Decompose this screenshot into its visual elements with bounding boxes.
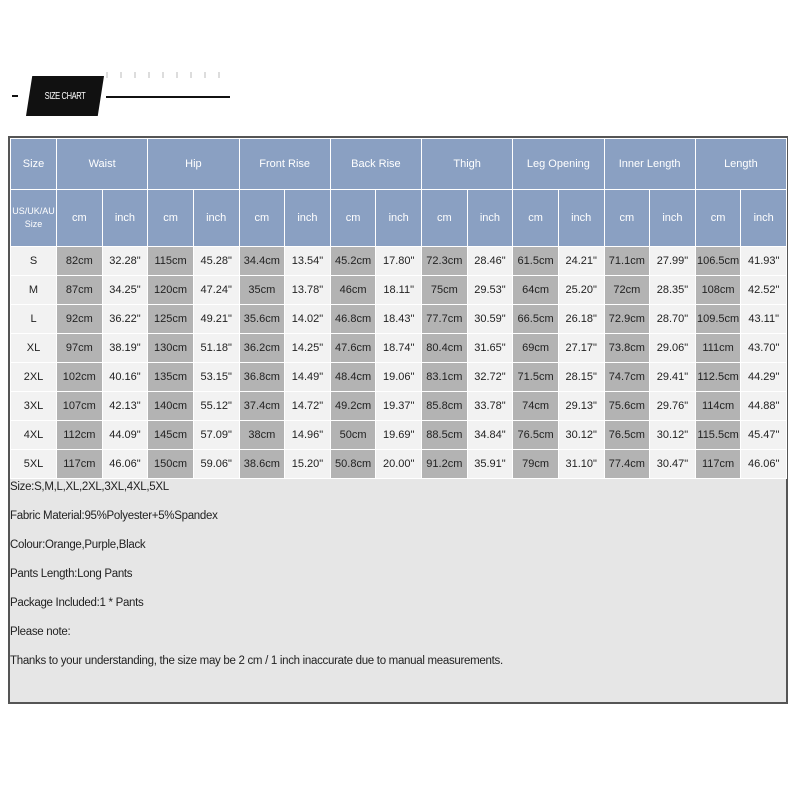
inch-value-cell: 55.12"	[193, 392, 239, 421]
cm-value-cell: 36.2cm	[239, 334, 285, 363]
note-line: Size:S,M,L,XL,2XL,3XL,4XL,5XL	[10, 481, 169, 493]
banner-dash	[12, 95, 18, 97]
cm-value-cell: 64cm	[513, 276, 559, 305]
cm-value-cell: 112cm	[57, 421, 103, 450]
size-cell: 3XL	[11, 392, 57, 421]
inch-value-cell: 35.91"	[467, 450, 513, 479]
inch-value-cell: 34.84"	[467, 421, 513, 450]
cm-value-cell: 77.4cm	[604, 450, 650, 479]
cm-value-cell: 108cm	[695, 276, 741, 305]
inch-value-cell: 19.69"	[376, 421, 422, 450]
inch-value-cell: 18.74"	[376, 334, 422, 363]
cm-value-cell: 45.2cm	[330, 247, 376, 276]
cm-value-cell: 117cm	[57, 450, 103, 479]
cm-value-cell: 91.2cm	[422, 450, 468, 479]
unit-header-cm: cm	[422, 190, 468, 247]
inch-value-cell: 43.11"	[741, 305, 787, 334]
cm-value-cell: 115.5cm	[695, 421, 741, 450]
unit-header-cm: cm	[57, 190, 103, 247]
inch-value-cell: 29.41"	[650, 363, 696, 392]
table-row	[11, 305, 787, 334]
size-chart-body	[11, 247, 787, 479]
table-row	[11, 334, 787, 363]
cm-value-cell: 79cm	[513, 450, 559, 479]
cm-value-cell: 92cm	[57, 305, 103, 334]
size-cell: 5XL	[11, 450, 57, 479]
unit-header-cm: cm	[239, 190, 285, 247]
inch-value-cell: 36.22"	[102, 305, 148, 334]
cm-value-cell: 75cm	[422, 276, 468, 305]
cm-value-cell: 85.8cm	[422, 392, 468, 421]
inch-value-cell: 19.06"	[376, 363, 422, 392]
cm-value-cell: 82cm	[57, 247, 103, 276]
size-chart-frame	[8, 136, 788, 704]
inch-value-cell: 32.28"	[102, 247, 148, 276]
cm-value-cell: 38.6cm	[239, 450, 285, 479]
unit-header-inch: inch	[467, 190, 513, 247]
cm-value-cell: 72cm	[604, 276, 650, 305]
inch-value-cell: 28.35"	[650, 276, 696, 305]
inch-value-cell: 13.54"	[285, 247, 331, 276]
inch-value-cell: 13.78"	[285, 276, 331, 305]
note-line: Colour:Orange,Purple,Black	[10, 539, 146, 551]
unit-header-cm: cm	[604, 190, 650, 247]
cm-value-cell: 76.5cm	[604, 421, 650, 450]
cm-value-cell: 71.1cm	[604, 247, 650, 276]
inch-value-cell: 44.88"	[741, 392, 787, 421]
column-header-length: Length	[695, 139, 786, 190]
cm-value-cell: 97cm	[57, 334, 103, 363]
size-region-label: US/UK/AU	[12, 206, 55, 216]
cm-value-cell: 47.6cm	[330, 334, 376, 363]
column-header-waist: Waist	[57, 139, 148, 190]
cm-value-cell: 71.5cm	[513, 363, 559, 392]
cm-value-cell: 130cm	[148, 334, 194, 363]
banner-rule	[106, 96, 230, 98]
cm-value-cell: 49.2cm	[330, 392, 376, 421]
note-line: Thanks to your understanding, the size may be 2 cm / 1 inch inaccurate due to manual measurements.	[10, 655, 503, 667]
unit-header-inch: inch	[285, 190, 331, 247]
cm-value-cell: 72.3cm	[422, 247, 468, 276]
inch-value-cell: 30.12"	[558, 421, 604, 450]
cm-value-cell: 106.5cm	[695, 247, 741, 276]
banner-dots	[106, 72, 230, 78]
inch-value-cell: 46.06"	[102, 450, 148, 479]
inch-value-cell: 30.12"	[650, 421, 696, 450]
cm-value-cell: 72.9cm	[604, 305, 650, 334]
cm-value-cell: 83.1cm	[422, 363, 468, 392]
column-header-front-rise: Front Rise	[239, 139, 330, 190]
table-row	[11, 276, 787, 305]
note-line: Package Included:1 * Pants	[10, 597, 144, 609]
size-cell: S	[11, 247, 57, 276]
inch-value-cell: 59.06"	[193, 450, 239, 479]
inch-value-cell: 26.18"	[558, 305, 604, 334]
cm-value-cell: 77.7cm	[422, 305, 468, 334]
inch-value-cell: 42.52"	[741, 276, 787, 305]
cm-value-cell: 88.5cm	[422, 421, 468, 450]
inch-value-cell: 29.06"	[650, 334, 696, 363]
size-cell: 4XL	[11, 421, 57, 450]
cm-value-cell: 120cm	[148, 276, 194, 305]
cm-value-cell: 74.7cm	[604, 363, 650, 392]
cm-value-cell: 150cm	[148, 450, 194, 479]
unit-header-inch: inch	[102, 190, 148, 247]
inch-value-cell: 45.28"	[193, 247, 239, 276]
unit-header-cm: cm	[330, 190, 376, 247]
cm-value-cell: 145cm	[148, 421, 194, 450]
size-region-header	[11, 190, 57, 247]
cm-value-cell: 109.5cm	[695, 305, 741, 334]
inch-value-cell: 25.20"	[558, 276, 604, 305]
inch-value-cell: 14.49"	[285, 363, 331, 392]
cm-value-cell: 125cm	[148, 305, 194, 334]
cm-value-cell: 75.6cm	[604, 392, 650, 421]
cm-value-cell: 34.4cm	[239, 247, 285, 276]
note-line: Fabric Material:95%Polyester+5%Spandex	[10, 510, 218, 522]
cm-value-cell: 48.4cm	[330, 363, 376, 392]
inch-value-cell: 53.15"	[193, 363, 239, 392]
inch-value-cell: 20.00"	[376, 450, 422, 479]
cm-value-cell: 46.8cm	[330, 305, 376, 334]
inch-value-cell: 24.21"	[558, 247, 604, 276]
inch-value-cell: 19.37"	[376, 392, 422, 421]
inch-value-cell: 28.70"	[650, 305, 696, 334]
inch-value-cell: 29.13"	[558, 392, 604, 421]
inch-value-cell: 34.25"	[102, 276, 148, 305]
size-cell: M	[11, 276, 57, 305]
inch-value-cell: 18.43"	[376, 305, 422, 334]
size-label: Size	[24, 219, 43, 229]
inch-value-cell: 14.02"	[285, 305, 331, 334]
size-cell: 2XL	[11, 363, 57, 392]
unit-header-inch: inch	[193, 190, 239, 247]
inch-value-cell: 45.47"	[741, 421, 787, 450]
inch-value-cell: 14.72"	[285, 392, 331, 421]
table-row	[11, 421, 787, 450]
table-row	[11, 392, 787, 421]
inch-value-cell: 27.99"	[650, 247, 696, 276]
inch-value-cell: 29.76"	[650, 392, 696, 421]
column-header-back-rise: Back Rise	[330, 139, 421, 190]
cm-value-cell: 76.5cm	[513, 421, 559, 450]
column-header-inner-length: Inner Length	[604, 139, 695, 190]
cm-value-cell: 50.8cm	[330, 450, 376, 479]
cm-value-cell: 35.6cm	[239, 305, 285, 334]
inch-value-cell: 27.17"	[558, 334, 604, 363]
inch-value-cell: 49.21"	[193, 305, 239, 334]
inch-value-cell: 44.09"	[102, 421, 148, 450]
inch-value-cell: 14.96"	[285, 421, 331, 450]
cm-value-cell: 117cm	[695, 450, 741, 479]
cm-value-cell: 37.4cm	[239, 392, 285, 421]
column-header-leg-opening: Leg Opening	[513, 139, 604, 190]
unit-header-inch: inch	[376, 190, 422, 247]
inch-value-cell: 17.80"	[376, 247, 422, 276]
cm-value-cell: 50cm	[330, 421, 376, 450]
cm-value-cell: 73.8cm	[604, 334, 650, 363]
cm-value-cell: 135cm	[148, 363, 194, 392]
size-chart-banner	[8, 72, 238, 122]
inch-value-cell: 28.46"	[467, 247, 513, 276]
cm-value-cell: 74cm	[513, 392, 559, 421]
unit-header-cm: cm	[513, 190, 559, 247]
table-row	[11, 247, 787, 276]
inch-value-cell: 38.19"	[102, 334, 148, 363]
cm-value-cell: 115cm	[148, 247, 194, 276]
cm-value-cell: 111cm	[695, 334, 741, 363]
column-header-hip: Hip	[148, 139, 239, 190]
cm-value-cell: 35cm	[239, 276, 285, 305]
cm-value-cell: 114cm	[695, 392, 741, 421]
size-cell: L	[11, 305, 57, 334]
cm-value-cell: 38cm	[239, 421, 285, 450]
note-line: Please note:	[10, 626, 71, 638]
cm-value-cell: 61.5cm	[513, 247, 559, 276]
note-line: Pants Length:Long Pants	[10, 568, 133, 580]
cm-value-cell: 112.5cm	[695, 363, 741, 392]
cm-value-cell: 102cm	[57, 363, 103, 392]
cm-value-cell: 69cm	[513, 334, 559, 363]
inch-value-cell: 18.11"	[376, 276, 422, 305]
inch-value-cell: 47.24"	[193, 276, 239, 305]
column-header-size: Size	[11, 139, 57, 190]
inch-value-cell: 44.29"	[741, 363, 787, 392]
cm-value-cell: 140cm	[148, 392, 194, 421]
cm-value-cell: 66.5cm	[513, 305, 559, 334]
inch-value-cell: 43.70"	[741, 334, 787, 363]
inch-value-cell: 57.09"	[193, 421, 239, 450]
unit-header-inch: inch	[741, 190, 787, 247]
inch-value-cell: 28.15"	[558, 363, 604, 392]
column-header-thigh: Thigh	[422, 139, 513, 190]
inch-value-cell: 41.93"	[741, 247, 787, 276]
inch-value-cell: 31.65"	[467, 334, 513, 363]
cm-value-cell: 36.8cm	[239, 363, 285, 392]
inch-value-cell: 15.20"	[285, 450, 331, 479]
table-row	[11, 363, 787, 392]
cm-value-cell: 107cm	[57, 392, 103, 421]
cm-value-cell: 80.4cm	[422, 334, 468, 363]
banner-title: SIZE CHART	[44, 90, 86, 102]
inch-value-cell: 31.10"	[558, 450, 604, 479]
cm-value-cell: 46cm	[330, 276, 376, 305]
inch-value-cell: 14.25"	[285, 334, 331, 363]
inch-value-cell: 32.72"	[467, 363, 513, 392]
inch-value-cell: 33.78"	[467, 392, 513, 421]
inch-value-cell: 30.47"	[650, 450, 696, 479]
inch-value-cell: 46.06"	[741, 450, 787, 479]
cm-value-cell: 87cm	[57, 276, 103, 305]
column-header-row	[11, 139, 787, 190]
inch-value-cell: 42.13"	[102, 392, 148, 421]
unit-header-cm: cm	[148, 190, 194, 247]
unit-header-inch: inch	[650, 190, 696, 247]
size-chart-table	[10, 138, 787, 479]
inch-value-cell: 40.16"	[102, 363, 148, 392]
unit-header-row	[11, 190, 787, 247]
inch-value-cell: 29.53"	[467, 276, 513, 305]
unit-header-inch: inch	[558, 190, 604, 247]
inch-value-cell: 51.18"	[193, 334, 239, 363]
size-cell: XL	[11, 334, 57, 363]
unit-header-cm: cm	[695, 190, 741, 247]
inch-value-cell: 30.59"	[467, 305, 513, 334]
table-row	[11, 450, 787, 479]
